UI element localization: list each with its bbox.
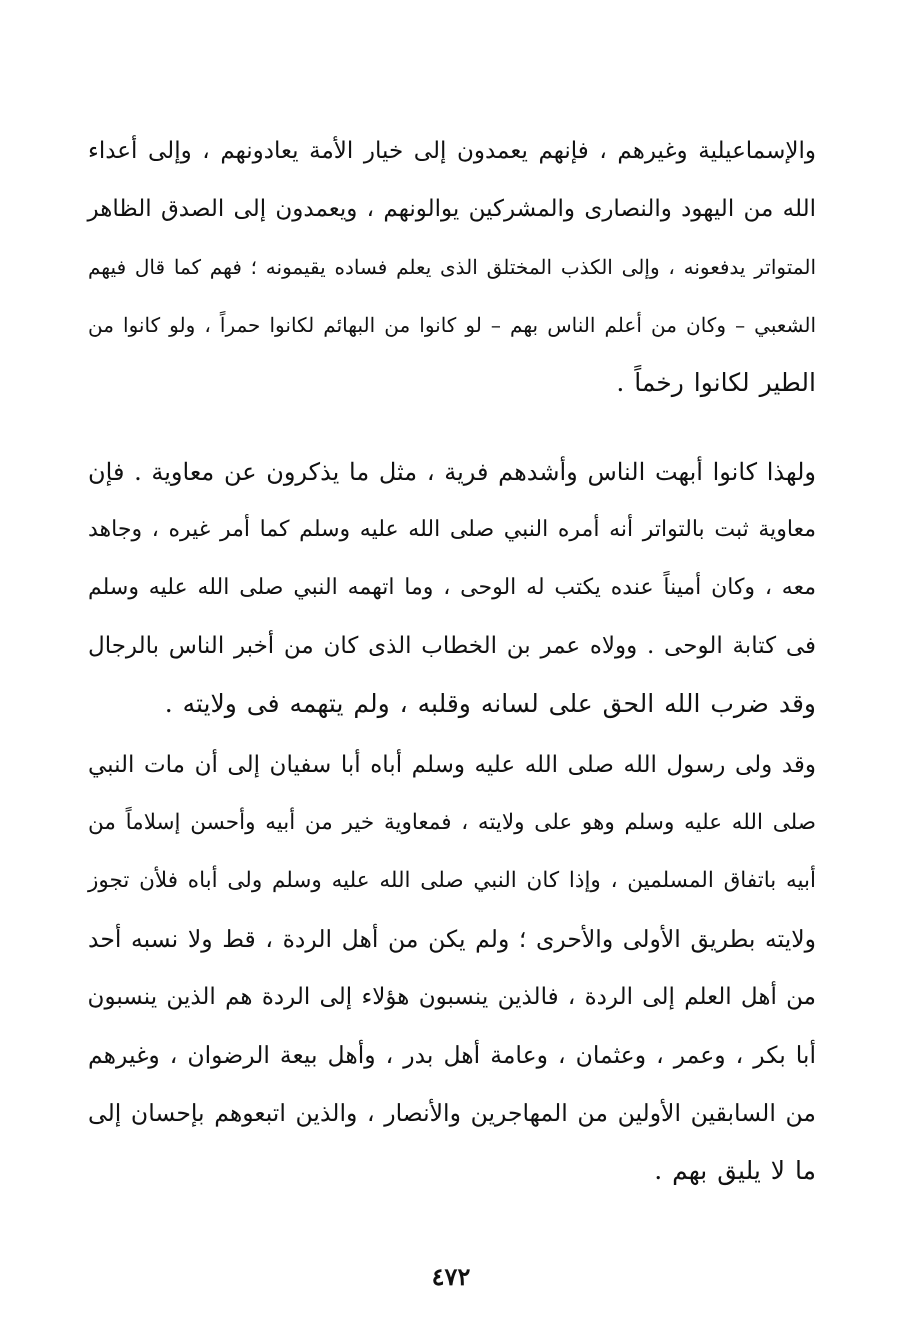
paragraph-2: [88, 443, 816, 733]
paragraph-line: المتواتر يدفعونه ، وإلى الكذب المختلق الذى يعلم فساده يقيمونه ؛ فهم كما قال فيهم: [88, 255, 816, 279]
paragraph-line: الشعبي – وكان من أعلم الناس بهم – لو كانوا من البهائم لكانوا حمراً ، ولو كانوا من: [88, 313, 816, 337]
paragraph-line: من السابقين الأولين من المهاجرين والأنصار ، والذين اتبعوهم بإحسان إلى: [88, 1099, 816, 1127]
paragraph-1: [88, 122, 816, 412]
paragraph-line: الله من اليهود والنصارى والمشركين يوالونهم ، ويعمدون إلى الصدق الظاهر: [87, 196, 816, 222]
paragraph-line: أبيه باتفاق المسلمين ، وإذا كان النبي صلى الله عليه وسلم ولى أباه فلأن تجوز: [88, 868, 816, 893]
paragraph-line: ولهذا كانوا أبهت الناس وأشدهم فرية ، مثل ما يذكرون عن معاوية . فإن: [88, 458, 816, 486]
paragraph-line: أبا بكر ، وعمر ، وعثمان ، وعامة أهل بدر ، وأهل بيعة الرضوان ، وغيرهم: [88, 1041, 816, 1069]
paragraph-line: معاوية ثبت بالتواتر أنه أمره النبي صلى الله عليه وسلم كما أمر غيره ، وجاهد: [88, 517, 816, 542]
paragraph-line: صلى الله عليه وسلم وهو على ولايته ، فمعاوية خير من أبيه وأحسن إسلاماً من: [88, 810, 816, 835]
paragraph-line: والإسماعيلية وغيرهم ، فإنهم يعمدون إلى خيار الأمة يعادونهم ، وإلى أعداء: [88, 138, 816, 164]
paragraph-3: [88, 736, 816, 1200]
paragraph-line: فى كتابة الوحى . وولاه عمر بن الخطاب الذى كان من أخبر الناس بالرجال: [88, 633, 816, 659]
paragraph-line: وقد ضرب الله الحق على لسانه وقلبه ، ولم يتهمه فى ولايته .: [164, 689, 816, 718]
paragraph-line: ما لا يليق بهم .: [654, 1156, 816, 1185]
paragraph-line: الطير لكانوا رخماً .: [616, 368, 816, 397]
paragraph-line: وقد ولى رسول الله صلى الله عليه وسلم أباه أبا سفيان إلى أن مات النبي: [88, 752, 816, 778]
paragraph-line: معه ، وكان أميناً عنده يكتب له الوحى ، وما اتهمه النبي صلى الله عليه وسلم: [88, 575, 816, 600]
paragraph-line: من أهل العلم إلى الردة ، فالذين ينسبون هؤلاء إلى الردة هم الذين ينسبون: [87, 984, 816, 1010]
page-number: ٤٧٢: [431, 1262, 471, 1291]
paragraph-line: ولايته بطريق الأولى والأحرى ؛ ولم يكن من أهل الردة ، قط ولا نسبه أحد: [88, 925, 816, 953]
